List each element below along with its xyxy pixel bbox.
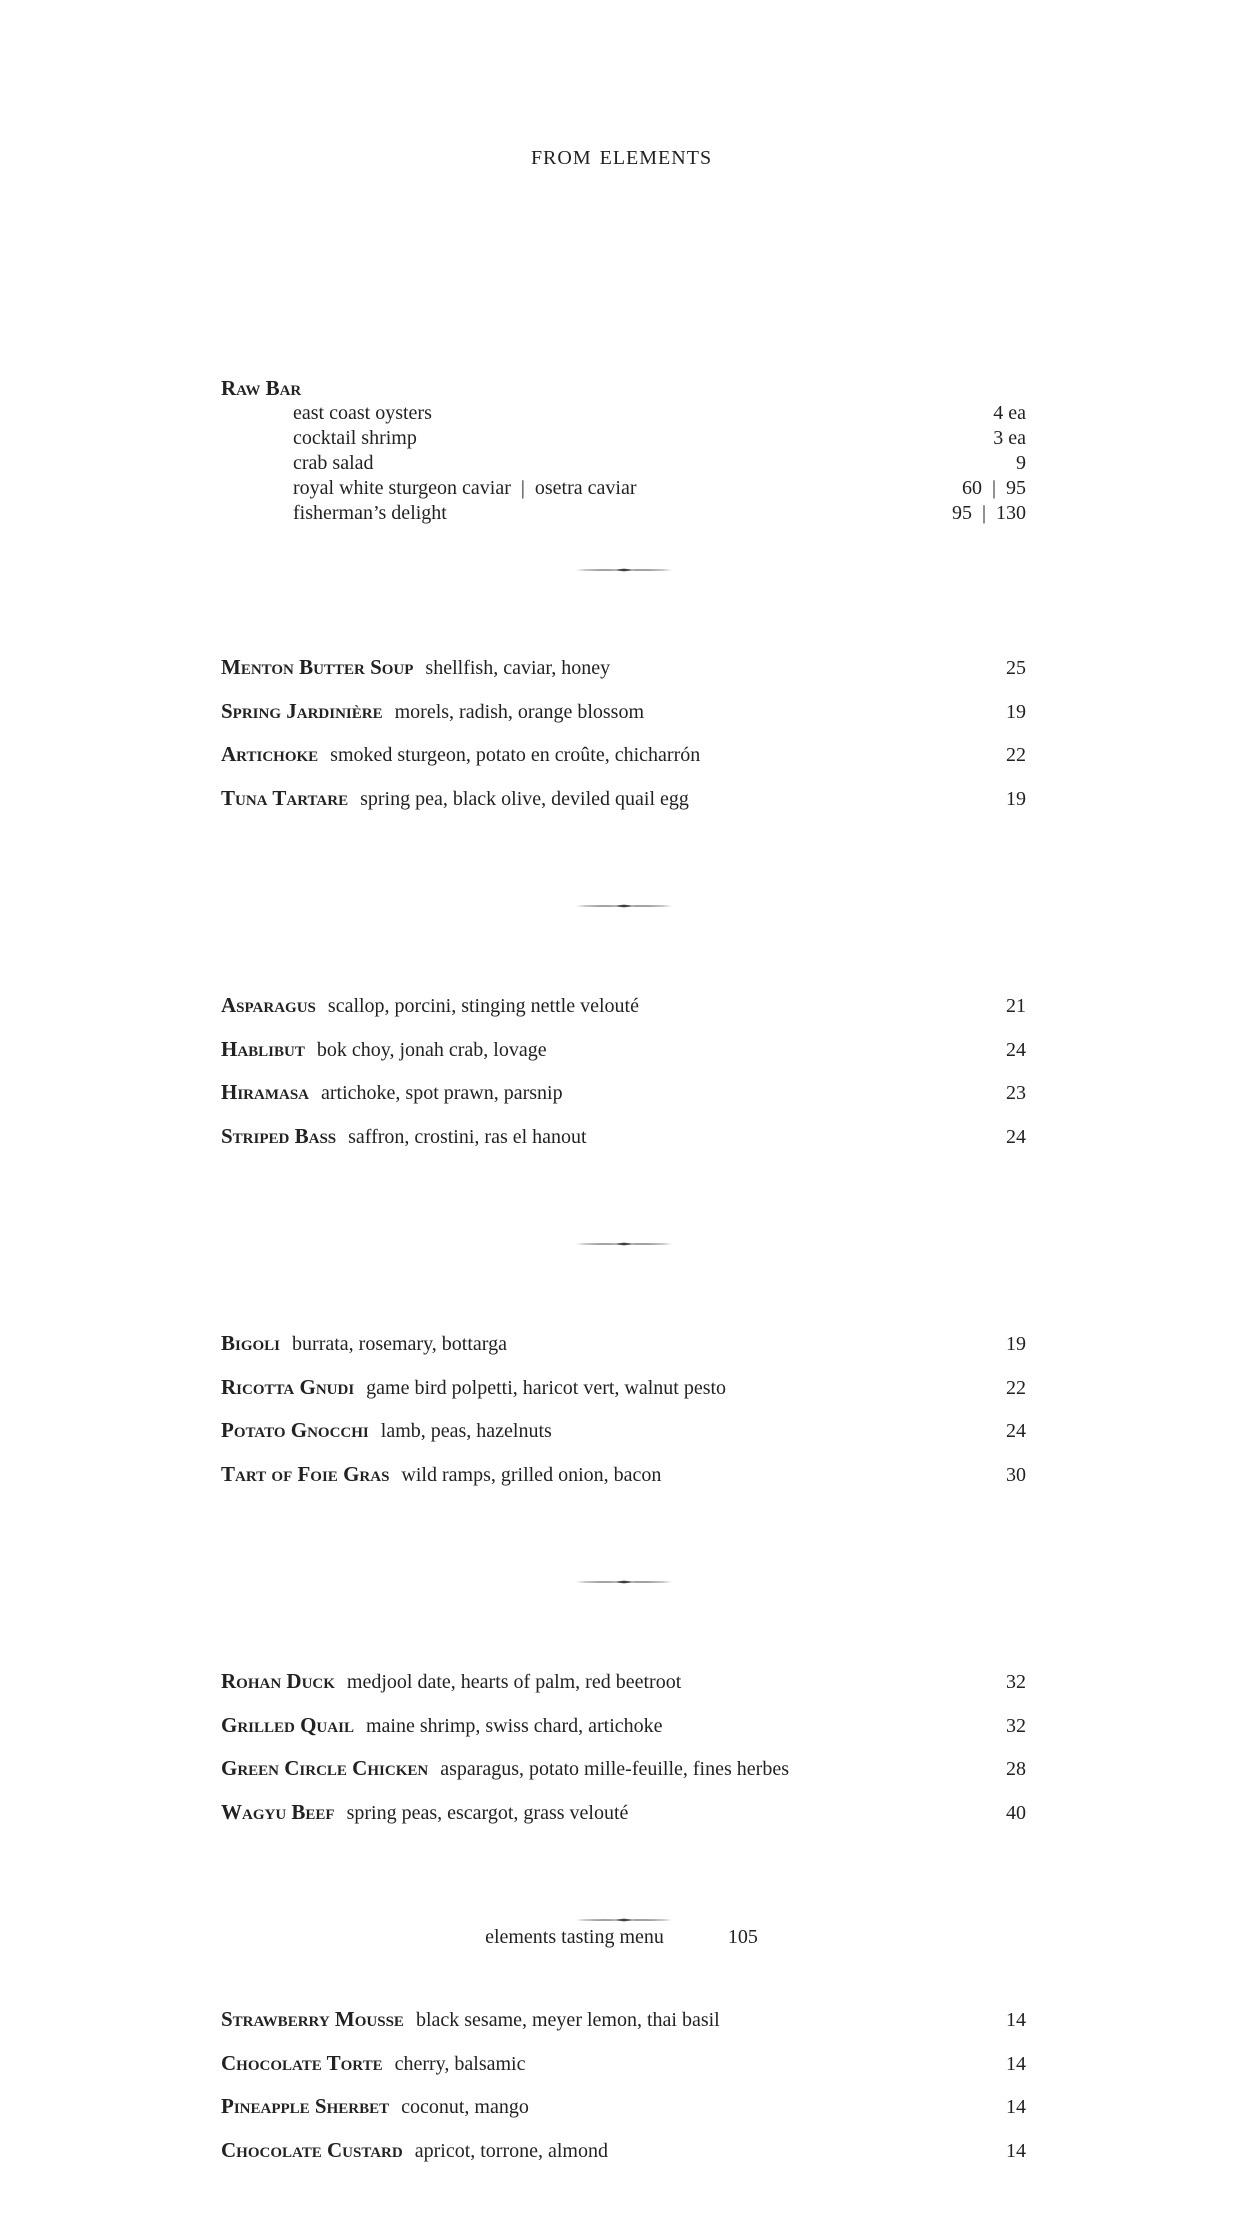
- dish-name: Pineapple Sherbet: [221, 2094, 390, 2118]
- dish-text: [221, 1115, 587, 1160]
- course-section: [221, 1286, 1026, 1540]
- dish-price: 32: [1006, 1714, 1026, 1737]
- dish-text: [221, 2085, 529, 2130]
- dish-name: Tart of Foie Gras: [221, 1461, 390, 1486]
- dish-name: Tuna Tartare: [221, 785, 349, 810]
- divider-ornament: [221, 1202, 1026, 1286]
- dish-price: 19: [1006, 787, 1026, 810]
- dish-row: [221, 2042, 1026, 2086]
- dish-name: Ricotta Gnudi: [221, 1374, 355, 1399]
- item-price: 3 ea: [993, 427, 1026, 449]
- raw-bar-section: [221, 375, 1026, 526]
- dish-row: [221, 1409, 1026, 1453]
- dish-row: [221, 1747, 1026, 1791]
- dish-price: 14: [1006, 2009, 1026, 2031]
- item-name: royal white sturgeon caviar | osetra caviar: [293, 477, 637, 499]
- dish-description: wild ramps, grilled onion, bacon: [401, 1463, 662, 1486]
- item-price: 60 | 95: [961, 477, 1026, 499]
- course-section: [221, 1624, 1026, 1878]
- divider-ornament: [221, 864, 1026, 948]
- dish-name: Chocolate Custard: [221, 2137, 403, 2162]
- dish-row: [221, 1660, 1026, 1704]
- item-name: east coast oysters: [293, 402, 432, 424]
- dish-text: [221, 1409, 552, 1454]
- dish-row: [221, 2085, 1026, 2129]
- dish-name: Wagyu Beef: [221, 1799, 335, 1824]
- dish-name: Asparagus: [221, 993, 316, 1017]
- dish-row: [221, 1028, 1026, 1072]
- dish-price: 25: [1006, 657, 1026, 679]
- dish-row: [221, 1791, 1026, 1835]
- item-name: crab salad: [293, 452, 374, 474]
- dish-name: Menton Butter Soup: [221, 655, 414, 679]
- raw-bar-item: [221, 401, 1026, 426]
- item-name: cocktail shrimp: [293, 427, 417, 449]
- dish-row: [221, 777, 1026, 821]
- dish-text: [221, 1791, 628, 1836]
- dish-row: [221, 1322, 1026, 1366]
- raw-bar-item: [221, 501, 1026, 526]
- page-title: from elements: [530, 140, 713, 171]
- dish-price: 21: [1006, 995, 1026, 1017]
- dish-price: 40: [1006, 1801, 1026, 1824]
- dish-text: [221, 984, 639, 1029]
- dish-text: [221, 1704, 663, 1749]
- dish-price: 24: [1006, 1038, 1026, 1061]
- dish-name: Grilled Quail: [221, 1712, 354, 1737]
- dish-row: [221, 1366, 1026, 1410]
- dish-description: saffron, crostini, ras el hanout: [348, 1125, 587, 1148]
- dish-description: lamb, peas, hazelnuts: [380, 1420, 552, 1442]
- dish-text: [221, 1660, 681, 1705]
- dish-price: 22: [1006, 1376, 1026, 1399]
- dish-row: [221, 1115, 1026, 1159]
- dish-price: 24: [1006, 1125, 1026, 1148]
- dish-text: [221, 690, 644, 735]
- dish-price: 14: [1006, 2096, 1026, 2118]
- dish-description: artichoke, spot prawn, parsnip: [321, 1082, 563, 1104]
- raw-bar-item: [221, 476, 1026, 501]
- dish-row: [221, 690, 1026, 734]
- course-section: [221, 614, 1026, 864]
- dish-description: scallop, porcini, stinging nettle velouté: [327, 995, 639, 1017]
- page-number: 105: [727, 1926, 758, 1948]
- raw-bar-item: [221, 451, 1026, 476]
- dish-price: 28: [1006, 1758, 1026, 1780]
- raw-bar-item: [221, 426, 1026, 451]
- dish-row: [221, 1071, 1026, 1115]
- item-price: 9: [1016, 452, 1026, 474]
- item-price: 95 | 130: [951, 502, 1026, 524]
- dish-text: [221, 1453, 661, 1498]
- dish-text: [221, 777, 689, 822]
- dish-price: 32: [1006, 1671, 1026, 1693]
- dish-description: spring peas, escargot, grass velouté: [346, 1801, 629, 1824]
- dish-name: Strawberry Mousse: [221, 2007, 404, 2031]
- dish-text: [221, 1366, 726, 1411]
- dish-description: burrata, rosemary, bottarga: [292, 1333, 507, 1355]
- dish-row: [221, 733, 1026, 777]
- dish-name: Rohan Duck: [221, 1669, 335, 1693]
- dish-description: black sesame, meyer lemon, thai basil: [415, 2009, 720, 2031]
- dish-description: shellfish, caviar, honey: [425, 657, 611, 679]
- dish-description: morels, radish, orange blossom: [394, 700, 645, 723]
- dish-description: cherry, balsamic: [394, 2052, 526, 2075]
- courses: [221, 614, 1026, 2216]
- dish-text: [221, 1322, 507, 1367]
- dish-text: [221, 1998, 720, 2043]
- dish-name: Bigoli: [221, 1331, 281, 1355]
- dish-name: Spring Jardinière: [221, 698, 383, 723]
- dish-description: maine shrimp, swiss chard, artichoke: [365, 1714, 663, 1737]
- page-footer: [0, 1926, 1243, 1949]
- divider-ornament: [221, 1540, 1026, 1624]
- dish-row: [221, 646, 1026, 690]
- dish-description: coconut, mango: [401, 2096, 529, 2118]
- dish-text: [221, 646, 610, 691]
- dish-name: Green Circle Chicken: [221, 1756, 429, 1780]
- dish-price: 30: [1006, 1463, 1026, 1486]
- dish-price: 14: [1006, 2052, 1026, 2075]
- dish-text: [221, 2042, 525, 2087]
- dish-text: [221, 1028, 547, 1073]
- footer-label: elements tasting menu: [485, 1926, 664, 1948]
- dish-description: medjool date, hearts of palm, red beetroot: [346, 1671, 682, 1693]
- dish-price: 24: [1006, 1420, 1026, 1442]
- dish-description: smoked sturgeon, potato en croûte, chicharrón: [330, 744, 701, 766]
- dish-price: 19: [1006, 700, 1026, 723]
- dish-text: [221, 733, 700, 778]
- divider-ornament: [221, 526, 1026, 614]
- dish-description: bok choy, jonah crab, lovage: [316, 1038, 547, 1061]
- dish-name: Striped Bass: [221, 1123, 337, 1148]
- dish-text: [221, 1071, 563, 1116]
- dish-row: [221, 2129, 1026, 2173]
- dish-text: [221, 1747, 789, 1792]
- dish-price: 19: [1006, 1333, 1026, 1355]
- dish-name: Hiramasa: [221, 1080, 310, 1104]
- dish-price: 14: [1006, 2139, 1026, 2162]
- dish-text: [221, 2129, 608, 2174]
- dish-name: Chocolate Torte: [221, 2050, 383, 2075]
- dish-description: apricot, torrone, almond: [414, 2139, 608, 2162]
- dish-description: spring pea, black olive, deviled quail egg: [360, 787, 689, 810]
- dish-price: 22: [1006, 744, 1026, 766]
- dish-row: [221, 1704, 1026, 1748]
- raw-bar-heading: Raw Bar: [221, 376, 302, 400]
- divider-ornament: [221, 1878, 1026, 1962]
- dish-price: 23: [1006, 1082, 1026, 1104]
- dish-name: Potato Gnocchi: [221, 1418, 369, 1442]
- dish-row: [221, 1998, 1026, 2042]
- dish-row: [221, 984, 1026, 1028]
- dish-description: game bird polpetti, haricot vert, walnut pesto: [366, 1376, 727, 1399]
- course-section: [221, 1962, 1026, 2216]
- item-name: fisherman’s delight: [293, 502, 447, 524]
- dish-name: Artichoke: [221, 742, 319, 766]
- dish-description: asparagus, potato mille-feuille, fines herbes: [440, 1758, 789, 1780]
- item-price: 4 ea: [993, 402, 1026, 424]
- dish-name: Hablibut: [221, 1036, 305, 1061]
- course-section: [221, 948, 1026, 1202]
- dish-row: [221, 1453, 1026, 1497]
